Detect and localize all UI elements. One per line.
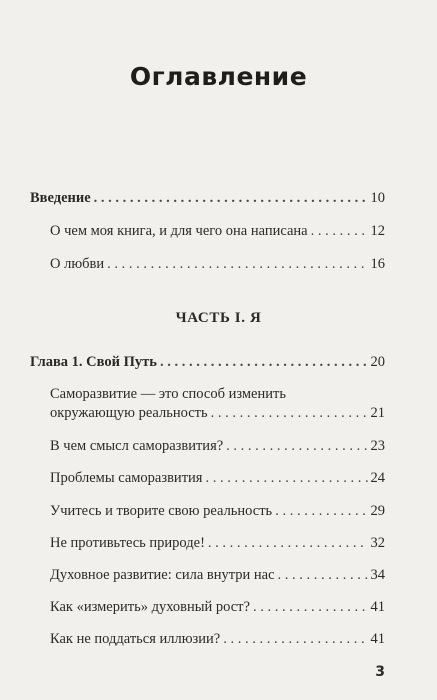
toc-entry-label: В чем смысл саморазвития? — [50, 438, 224, 454]
toc-entry-label: Глава 1. Свой Путь — [30, 354, 157, 370]
toc-entry[interactable] — [50, 468, 385, 488]
toc-entry-page: 20 — [370, 354, 385, 370]
toc-entry[interactable] — [50, 629, 385, 649]
leader-dots — [278, 565, 368, 585]
toc-entry-page: 29 — [370, 503, 385, 519]
leader-dots — [205, 468, 367, 488]
toc-entry[interactable] — [50, 501, 385, 521]
leader-dots — [311, 221, 368, 241]
toc-entry-page: 16 — [370, 256, 385, 272]
page-title: Оглавление — [129, 62, 308, 91]
leader-dots — [208, 533, 368, 553]
toc-entry-intro[interactable] — [30, 188, 385, 208]
leader-dots — [211, 403, 368, 423]
toc-entry-label: Как «измерить» духовный рост? — [50, 599, 250, 615]
toc-entry-page: 10 — [370, 190, 385, 206]
toc-entry-chapter[interactable] — [30, 352, 385, 372]
toc-entry-page: 23 — [370, 438, 385, 454]
toc-entry-line1[interactable]: Саморазвитие — это способ изменить — [50, 386, 286, 402]
toc-entry-label: О любви — [50, 256, 105, 272]
toc-entry[interactable] — [50, 436, 385, 456]
toc-entry-page: 24 — [370, 470, 385, 486]
toc-entry[interactable] — [50, 533, 385, 553]
toc-entry-page: 12 — [370, 223, 385, 239]
leader-dots — [253, 597, 368, 617]
toc-entry-label: О чем моя книга, и для чего она написана — [50, 223, 308, 239]
toc-entry-page: 41 — [370, 599, 385, 615]
leader-dots — [107, 254, 367, 274]
toc-entry[interactable] — [50, 254, 385, 274]
toc-entry-label: Проблемы саморазвития — [50, 470, 203, 486]
part-heading: ЧАСТЬ I. Я — [175, 310, 262, 326]
leader-dots — [226, 436, 367, 456]
toc-entry-label: окружающую реальность — [50, 405, 208, 421]
toc-entry[interactable] — [50, 221, 385, 241]
leader-dots — [160, 352, 368, 372]
toc-entry-label: Введение — [30, 190, 91, 206]
page-number: 3 — [375, 664, 385, 680]
toc-entry-label: Духовное развитие: сила внутри нас — [50, 567, 275, 583]
toc-entry-label: Как не поддаться иллюзии? — [50, 631, 221, 647]
toc-entry-page: 41 — [370, 631, 385, 647]
toc-entry-page: 34 — [370, 567, 385, 583]
toc-entry-label: Учитесь и творите свою реальность — [50, 503, 273, 519]
toc-entry[interactable] — [50, 565, 385, 585]
toc-entry-label: Не противьтесь природе! — [50, 535, 205, 551]
toc-entry-page: 21 — [370, 405, 385, 421]
leader-dots — [223, 629, 367, 649]
leader-dots — [275, 501, 367, 521]
toc-entry[interactable] — [50, 597, 385, 617]
toc-entry[interactable] — [50, 403, 385, 423]
toc-entry-page: 32 — [370, 535, 385, 551]
leader-dots — [94, 188, 368, 208]
